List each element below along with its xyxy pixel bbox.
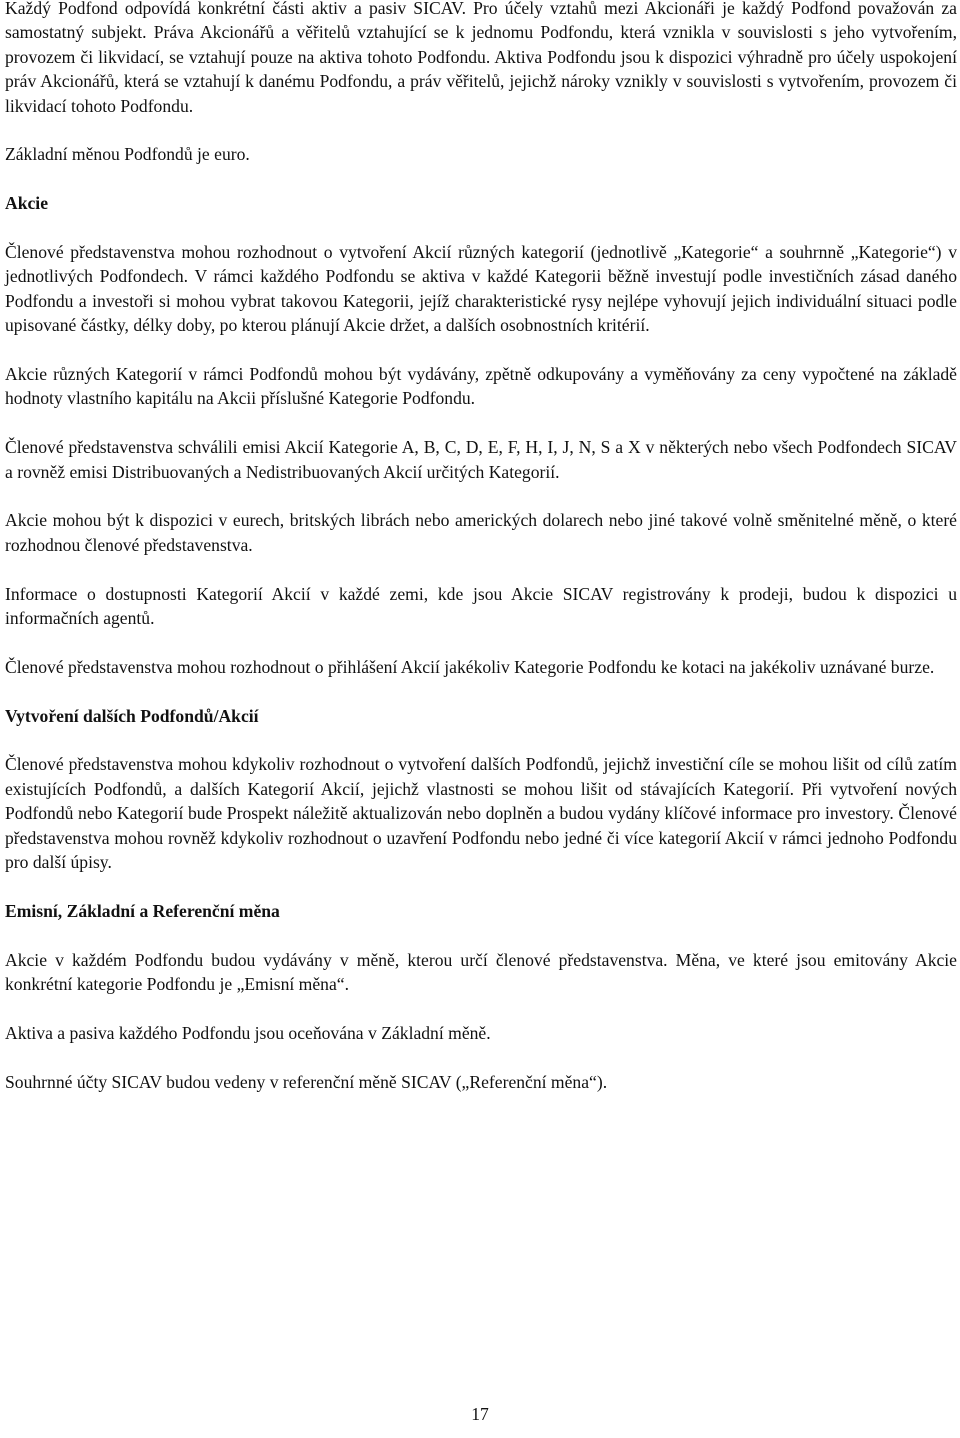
paragraph-availability: Informace o dostupnosti Kategorií Akcií v každé zemi, kde jsou Akcie SICAV registrovány k prodeji, budou k dispozici u informačních agentů. — [5, 583, 957, 629]
heading-currencies: Emisní, Základní a Referenční měna — [5, 900, 280, 921]
page-number: 17 — [471, 1404, 489, 1424]
heading-akcie: Akcie — [5, 193, 48, 214]
paragraph-issue-currency: Akcie v každém Podfondu budou vydávány v měně, kterou určí členové představenstva. Měna, ve které jsou emitovány Akcie konkrétní kategorie Podfondu je „Emisní měna“. — [5, 949, 957, 995]
heading-new-subfunds: Vytvoření dalších Podfondů/Akcií — [5, 705, 259, 726]
paragraph-base-currency: Základní měnou Podfondů je euro. — [5, 144, 250, 165]
paragraph-share-categories: Členové představenstva mohou rozhodnout o vytvoření Akcií různých kategorií (jednotlivě „Kategorie“ a souhrnně „Kategorie“) v jednotlivých Podfondech. V rámci každého Podfondu se aktiva v každé Kategorii běžně investují podle investičních zásad daného Podfondu a investoři si mohou vybrat takovou Kategorii, jejíž charakteristické rysy nejlépe vyhovují jejich individuální situaci podle upisované částky, délky doby, po kterou plánují Akcie držet, a dalších osobnostních kritérií. — [5, 242, 957, 336]
paragraph-listing: Členové představenstva mohou rozhodnout o přihlášení Akcií jakékoliv Kategorie Podfondu ke kotaci na jakékoliv uznávané burze. — [5, 656, 935, 677]
paragraph-podfond-assets: Každý Podfond odpovídá konkrétní části aktiv a pasiv SICAV. Pro účely vztahů mezi Akcionáři je každý Podfond považován za samostatný subjekt. Práva Akcionářů a věřitelů vztahující se k jednomu Podfondu, která vznikla v souvislosti s jeho vytvořením, provozem či likvidací, se vztahují pouze na aktiva tohoto Podfondu. Aktiva Podfondu jsou k dispozici výhradně pro účely uspokojení práv Akcionářů, která se vztahují k danému Podfondu, a práv věřitelů, jejichž nároky vznikly v souvislosti s vytvořením, provozem či likvidací tohoto Podfondu. — [5, 0, 957, 116]
paragraph-issue-redemption: Akcie různých Kategorií v rámci Podfondů mohou být vydávány, zpětně odkupovány a vyměňovány za ceny vypočtené na základě hodnoty vlastního kapitálu na Akcii příslušné Kategorie Podfondu. — [5, 364, 957, 409]
paragraph-base-valuation: Aktiva a pasiva každého Podfondu jsou oceňována v Základní měně. — [5, 1022, 491, 1043]
paragraph-currencies: Akcie mohou být k dispozici v eurech, britských librách nebo amerických dolarech nebo jiné takové volně směnitelné měně, o které rozhodnou členové představenstva. — [5, 510, 957, 555]
document-page — [5, 0, 957, 1094]
paragraph-reference-currency: Souhrnné účty SICAV budou vedeny v referenční měně SICAV („Referenční měna“). — [5, 1071, 608, 1092]
paragraph-approved-categories: Členové představenstva schválili emisi Akcií Kategorie A, B, C, D, E, F, H, I, J, N, S a X v některých nebo všech Podfondech SICAV a rovněž emisi Distribuovaných a Nedistribuovaných Akcií určitých Kategorií. — [5, 437, 957, 482]
paragraph-new-subfunds: Členové představenstva mohou kdykoliv rozhodnout o vytvoření dalších Podfondů, jejichž investiční cíle se mohou lišit od cílů zatím existujících Podfondů, a dalších Kategorií Akcií, jejichž vlastnosti se mohou lišit od stávajících Kategorií. Při vytvoření nových Podfondů nebo Kategorií bude Prospekt náležitě aktualizován nebo doplněn a budou vydány klíčové informace pro investory. Členové představenstva mohou rovněž kdykoliv rozhodnout o uzavření Podfondu nebo jedné či více kategorií Akcií v rámci jednoho Podfondu pro další úpisy. — [5, 754, 957, 873]
